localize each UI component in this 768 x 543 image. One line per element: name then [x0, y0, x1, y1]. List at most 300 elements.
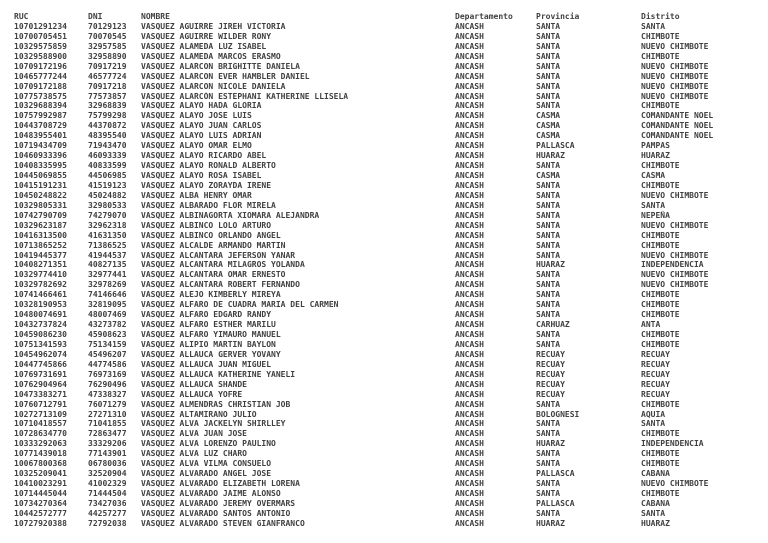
cell-distrito: NUEVO CHIMBOTE — [641, 61, 709, 71]
cell-provincia: SANTA — [536, 459, 561, 469]
table-row — [14, 280, 768, 290]
table-row — [14, 410, 768, 420]
cell-departamento: ANCASH — [455, 459, 484, 469]
cell-distrito: SANTA — [641, 21, 666, 31]
table-row — [14, 380, 768, 390]
cell-dni: 32980533 — [88, 200, 127, 210]
records-table — [14, 12, 768, 529]
cell-provincia: SANTA — [536, 419, 561, 429]
cell-ruc: 10741466461 — [14, 290, 67, 300]
cell-dni: 70129123 — [88, 21, 127, 31]
cell-dni: 77143901 — [88, 449, 127, 459]
cell-dni: 44370872 — [88, 121, 127, 131]
table-row — [14, 469, 768, 479]
cell-provincia: SANTA — [536, 190, 561, 200]
table-row — [14, 350, 768, 360]
table-row — [14, 52, 768, 62]
cell-dni: 41944537 — [88, 250, 127, 260]
cell-dni: 73427036 — [88, 498, 127, 508]
cell-dni: 32978269 — [88, 280, 127, 290]
cell-departamento: ANCASH — [455, 161, 484, 171]
cell-nombre: VASQUEZ ALCANTARA MILAGROS YOLANDA — [141, 260, 305, 270]
cell-provincia: SANTA — [536, 399, 561, 409]
cell-dni: 33329206 — [88, 439, 127, 449]
cell-distrito: RECUAY — [641, 359, 670, 369]
cell-ruc: 10443708729 — [14, 121, 67, 131]
cell-nombre: VASQUEZ ALLAUCA SHANDE — [141, 379, 247, 389]
cell-nombre: VASQUEZ ALFARO DE CUADRA MARIA DEL CARMEN — [141, 300, 339, 310]
cell-distrito: RECUAY — [641, 379, 670, 389]
table-row — [14, 519, 768, 529]
table-row — [14, 290, 768, 300]
cell-dni: 76973169 — [88, 369, 127, 379]
cell-provincia: SANTA — [536, 429, 561, 439]
cell-nombre: VASQUEZ ALCALDE ARMANDO MARTIN — [141, 240, 286, 250]
cell-ruc: 10416313500 — [14, 230, 67, 240]
table-row — [14, 131, 768, 141]
cell-distrito: CHIMBOTE — [641, 300, 680, 310]
cell-distrito: INDEPENDENCIA — [641, 260, 704, 270]
cell-departamento: ANCASH — [455, 310, 484, 320]
cell-dni: 06780036 — [88, 459, 127, 469]
cell-distrito: NUEVO CHIMBOTE — [641, 220, 709, 230]
cell-departamento: ANCASH — [455, 389, 484, 399]
cell-ruc: 10329688394 — [14, 101, 67, 111]
table-row — [14, 459, 768, 469]
cell-distrito: COMANDANTE NOEL — [641, 121, 714, 131]
cell-nombre: VASQUEZ ALLAUCA KATHERINE YANELI — [141, 369, 296, 379]
cell-provincia: CASMA — [536, 111, 561, 121]
cell-ruc: 10771439018 — [14, 449, 67, 459]
cell-nombre: VASQUEZ ALMENDRAS CHRISTIAN JOB — [141, 399, 291, 409]
cell-departamento: ANCASH — [455, 359, 484, 369]
cell-provincia: SANTA — [536, 330, 561, 339]
table-body — [14, 22, 768, 529]
cell-distrito: CHIMBOTE — [641, 429, 680, 439]
cell-ruc: 10742790709 — [14, 210, 67, 220]
cell-provincia: SANTA — [536, 280, 561, 290]
cell-nombre: VASQUEZ ALVARADO JEREMY OVERMARS — [141, 498, 296, 508]
cell-departamento: ANCASH — [455, 479, 484, 489]
cell-departamento: ANCASH — [455, 399, 484, 409]
cell-dni: 32520904 — [88, 469, 127, 479]
cell-distrito: PAMPAS — [641, 141, 670, 151]
cell-provincia: PALLASCA — [536, 498, 575, 508]
cell-distrito: ANTA — [641, 320, 661, 330]
cell-dni: 74279070 — [88, 210, 127, 220]
table-row — [14, 231, 768, 241]
cell-dni: 40833599 — [88, 161, 127, 171]
cell-ruc: 10701291234 — [14, 21, 67, 31]
column-header-ruc: RUC — [14, 12, 29, 21]
cell-ruc: 10713865252 — [14, 240, 67, 250]
cell-provincia: SANTA — [536, 41, 561, 51]
cell-departamento: ANCASH — [455, 91, 484, 101]
cell-distrito: CHIMBOTE — [641, 31, 680, 41]
cell-departamento: ANCASH — [455, 419, 484, 429]
cell-distrito: HUARAZ — [641, 518, 670, 528]
table-row — [14, 101, 768, 111]
cell-provincia: SANTA — [536, 51, 561, 61]
cell-nombre: VASQUEZ ALAYO RONALD ALBERTO — [141, 161, 276, 171]
table-row — [14, 121, 768, 131]
cell-distrito: NUEVO CHIMBOTE — [641, 270, 709, 280]
cell-ruc: 10415191231 — [14, 180, 67, 190]
cell-distrito: CHIMBOTE — [641, 101, 680, 111]
cell-departamento: ANCASH — [455, 121, 484, 131]
cell-nombre: VASQUEZ ALARCON EVER HAMBLER DANIEL — [141, 71, 310, 81]
cell-departamento: ANCASH — [455, 260, 484, 270]
cell-distrito: NEPEÑA — [641, 210, 670, 220]
cell-distrito: COMANDANTE NOEL — [641, 111, 714, 121]
cell-ruc: 10465777244 — [14, 71, 67, 81]
table-row — [14, 82, 768, 92]
cell-nombre: VASQUEZ ALVARADO JAIME ALONSO — [141, 489, 281, 498]
cell-distrito: RECUAY — [641, 389, 670, 399]
cell-ruc: 10760712791 — [14, 399, 67, 409]
cell-nombre: VASQUEZ ALVA VILMA CONSUELO — [141, 459, 272, 469]
cell-dni: 45024882 — [88, 190, 127, 200]
cell-ruc: 10442572777 — [14, 508, 67, 518]
cell-distrito: RECUAY — [641, 369, 670, 379]
cell-departamento: ANCASH — [455, 41, 484, 51]
table-row — [14, 499, 768, 509]
cell-nombre: VASQUEZ ALAYO ROSA ISABEL — [141, 171, 262, 180]
cell-departamento: ANCASH — [455, 180, 484, 190]
cell-distrito: CHIMBOTE — [641, 180, 680, 190]
cell-dni: 46093339 — [88, 151, 127, 161]
cell-ruc: 10410023291 — [14, 479, 67, 489]
table-row — [14, 181, 768, 191]
cell-departamento: ANCASH — [455, 429, 484, 439]
cell-dni: 70917219 — [88, 61, 127, 71]
cell-ruc: 10727920388 — [14, 518, 67, 528]
cell-ruc: 10480074691 — [14, 310, 67, 320]
cell-ruc: 10700705451 — [14, 31, 67, 41]
table-row — [14, 92, 768, 102]
cell-departamento: ANCASH — [455, 51, 484, 61]
cell-departamento: ANCASH — [455, 21, 484, 31]
cell-nombre: VASQUEZ ALAMEDA MARCOS ERASMO — [141, 51, 281, 61]
cell-nombre: VASQUEZ ALEJO KIMBERLY MIREYA — [141, 290, 281, 300]
cell-distrito: INDEPENDENCIA — [641, 439, 704, 449]
table-row — [14, 42, 768, 52]
cell-distrito: CHIMBOTE — [641, 489, 680, 498]
cell-ruc: 10719434709 — [14, 141, 67, 151]
cell-ruc: 10333292063 — [14, 439, 67, 449]
cell-departamento: ANCASH — [455, 270, 484, 280]
cell-ruc: 10419445377 — [14, 250, 67, 260]
table-row — [14, 479, 768, 489]
table-row — [14, 509, 768, 519]
cell-nombre: VASQUEZ ALARCÓN ESTEPHANI KATHERINE LLISELA — [141, 91, 349, 101]
column-header-distrito: Distrito — [641, 12, 680, 21]
cell-provincia: SANTA — [536, 210, 561, 220]
cell-distrito: COMANDANTE NOEL — [641, 131, 714, 141]
cell-ruc: 10329774410 — [14, 270, 67, 280]
cell-provincia: SANTA — [536, 310, 561, 320]
cell-distrito: CABANA — [641, 469, 670, 479]
cell-dni: 71386525 — [88, 240, 127, 250]
cell-dni: 48007469 — [88, 310, 127, 320]
cell-provincia: SANTA — [536, 81, 561, 91]
cell-nombre: VASQUEZ ALAYO ZORAYDA IRENE — [141, 180, 272, 190]
cell-nombre: VASQUEZ ALARCON NICOLE DANIELA — [141, 81, 286, 91]
cell-nombre: VASQUEZ ALLAUCA YOFRE — [141, 389, 243, 399]
cell-provincia: SANTA — [536, 508, 561, 518]
cell-distrito: CHIMBOTE — [641, 330, 680, 339]
cell-departamento: ANCASH — [455, 200, 484, 210]
table-row — [14, 211, 768, 221]
cell-ruc: 10460933396 — [14, 151, 67, 161]
cell-ruc: 10067800368 — [14, 459, 67, 469]
table-row — [14, 141, 768, 151]
cell-provincia: SANTA — [536, 230, 561, 240]
cell-nombre: VASQUEZ AGUIRRE WILDER RONY — [141, 31, 272, 41]
cell-nombre: VASQUEZ ALCANTARA JEFERSON YANAR — [141, 250, 296, 260]
column-header-departamento: Departamento — [455, 12, 513, 21]
cell-ruc: 10445069855 — [14, 171, 67, 180]
cell-dni: 40827135 — [88, 260, 127, 270]
cell-ruc: 10329805331 — [14, 200, 67, 210]
cell-dni: 72863477 — [88, 429, 127, 439]
cell-departamento: ANCASH — [455, 81, 484, 91]
cell-provincia: SANTA — [536, 449, 561, 459]
cell-dni: 44257277 — [88, 508, 127, 518]
cell-distrito: RECUAY — [641, 349, 670, 359]
cell-provincia: SANTA — [536, 290, 561, 300]
cell-distrito: CHIMBOTE — [641, 339, 680, 349]
cell-nombre: VASQUEZ ALIPIO MARTIN BAYLON — [141, 339, 276, 349]
cell-provincia: SANTA — [536, 479, 561, 489]
cell-ruc: 10714445044 — [14, 489, 67, 498]
cell-dni: 45496207 — [88, 349, 127, 359]
cell-departamento: ANCASH — [455, 508, 484, 518]
cell-distrito: CHIMBOTE — [641, 51, 680, 61]
cell-departamento: ANCASH — [455, 101, 484, 111]
cell-provincia: HUARAZ — [536, 439, 565, 449]
cell-distrito: CHIMBOTE — [641, 310, 680, 320]
cell-distrito: NUEVO CHIMBOTE — [641, 190, 709, 200]
cell-nombre: VASQUEZ ALVARADO SANTOS ANTONIO — [141, 508, 291, 518]
cell-provincia: RECUAY — [536, 369, 565, 379]
cell-departamento: ANCASH — [455, 379, 484, 389]
table-row — [14, 300, 768, 310]
column-header-provincia: Provincia — [536, 12, 580, 21]
cell-departamento: ANCASH — [455, 489, 484, 498]
table-row — [14, 419, 768, 429]
cell-distrito: CHIMBOTE — [641, 449, 680, 459]
cell-dni: 32819095 — [88, 300, 127, 310]
cell-departamento: ANCASH — [455, 290, 484, 300]
cell-ruc: 10751341593 — [14, 339, 67, 349]
table-row — [14, 260, 768, 270]
table-row — [14, 330, 768, 340]
table-row — [14, 241, 768, 251]
cell-nombre: VASQUEZ ALAYO OMAR ELMO — [141, 141, 252, 151]
cell-ruc: 10762904964 — [14, 379, 67, 389]
cell-dni: 41002329 — [88, 479, 127, 489]
cell-distrito: CASMA — [641, 171, 666, 180]
table-row — [14, 390, 768, 400]
cell-nombre: VASQUEZ ALVA JACKELYN SHIRLLEY — [141, 419, 286, 429]
cell-provincia: CASMA — [536, 121, 561, 131]
cell-ruc: 10483955401 — [14, 131, 67, 141]
cell-dni: 71943470 — [88, 141, 127, 151]
cell-nombre: VASQUEZ ALFARO EDGARD RANDY — [141, 310, 272, 320]
cell-distrito: SANTA — [641, 419, 666, 429]
cell-nombre: VASQUEZ ALBARADO FLOR MIRELA — [141, 200, 276, 210]
cell-nombre: VASQUEZ ALAYO JUAN CARLOS — [141, 121, 262, 131]
cell-dni: 44506985 — [88, 171, 127, 180]
cell-ruc: 10325209041 — [14, 469, 67, 479]
cell-distrito: CHIMBOTE — [641, 290, 680, 300]
cell-nombre: VASQUEZ ALFARO YIMAURO MANUEL — [141, 330, 281, 339]
cell-departamento: ANCASH — [455, 141, 484, 151]
cell-dni: 32958890 — [88, 51, 127, 61]
cell-ruc: 10329588900 — [14, 51, 67, 61]
cell-provincia: SANTA — [536, 339, 561, 349]
table-row — [14, 251, 768, 261]
cell-dni: 70070545 — [88, 31, 127, 41]
cell-distrito: NUEVO CHIMBOTE — [641, 41, 709, 51]
table-row — [14, 151, 768, 161]
cell-departamento: ANCASH — [455, 339, 484, 349]
cell-departamento: ANCASH — [455, 171, 484, 180]
table-header-row — [14, 12, 768, 22]
cell-departamento: ANCASH — [455, 369, 484, 379]
cell-distrito: CHIMBOTE — [641, 240, 680, 250]
cell-dni: 71444504 — [88, 489, 127, 498]
table-row — [14, 62, 768, 72]
cell-dni: 32968839 — [88, 101, 127, 111]
cell-dni: 72792038 — [88, 518, 127, 528]
cell-nombre: VASQUEZ ALARCON BRIGHITTE DANIELA — [141, 61, 300, 71]
cell-distrito: CABANA — [641, 498, 670, 508]
cell-dni: 48395540 — [88, 131, 127, 141]
cell-provincia: BOLOGNESI — [536, 409, 580, 419]
cell-dni: 44774586 — [88, 359, 127, 369]
cell-ruc: 10454962074 — [14, 349, 67, 359]
cell-ruc: 10709172188 — [14, 81, 67, 91]
cell-provincia: SANTA — [536, 161, 561, 171]
cell-distrito: NUEVO CHIMBOTE — [641, 479, 709, 489]
table-row — [14, 32, 768, 42]
table-row — [14, 400, 768, 410]
cell-nombre: VASQUEZ ALVA JUAN JOSE — [141, 429, 247, 439]
cell-departamento: ANCASH — [455, 61, 484, 71]
cell-nombre: VASQUEZ ALLAUCA GERVER YOVANY — [141, 349, 281, 359]
cell-departamento: ANCASH — [455, 439, 484, 449]
cell-provincia: HUARAZ — [536, 260, 565, 270]
cell-distrito: SANTA — [641, 508, 666, 518]
cell-distrito: HUARAZ — [641, 151, 670, 161]
cell-dni: 32977441 — [88, 270, 127, 280]
cell-dni: 75134159 — [88, 339, 127, 349]
cell-ruc: 10775738575 — [14, 91, 67, 101]
cell-ruc: 10272713109 — [14, 409, 67, 419]
cell-nombre: VASQUEZ ALCANTARA OMAR ERNESTO — [141, 270, 286, 280]
cell-provincia: HUARAZ — [536, 518, 565, 528]
cell-ruc: 10329782692 — [14, 280, 67, 290]
cell-provincia: SANTA — [536, 21, 561, 31]
cell-provincia: CASMA — [536, 131, 561, 141]
cell-dni: 74146646 — [88, 290, 127, 300]
table-row — [14, 221, 768, 231]
cell-provincia: SANTA — [536, 71, 561, 81]
cell-nombre: VASQUEZ ALBINCO ORLANDO ANGEL — [141, 230, 281, 240]
cell-departamento: ANCASH — [455, 498, 484, 508]
cell-provincia: CASMA — [536, 171, 561, 180]
cell-provincia: RECUAY — [536, 349, 565, 359]
table-row — [14, 191, 768, 201]
cell-nombre: VASQUEZ ALAYO RICARDO ABEL — [141, 151, 267, 161]
cell-provincia: SANTA — [536, 240, 561, 250]
cell-nombre: VASQUEZ ALBINAGORTA XIOMARA ALEJANDRA — [141, 210, 320, 220]
table-row — [14, 310, 768, 320]
cell-provincia: SANTA — [536, 300, 561, 310]
cell-departamento: ANCASH — [455, 409, 484, 419]
cell-provincia: SANTA — [536, 200, 561, 210]
cell-nombre: VASQUEZ ALVA LUZ CHARO — [141, 449, 247, 459]
cell-nombre: VASQUEZ ALVARADO STEVEN GIANFRANCO — [141, 518, 305, 528]
cell-ruc: 10728634770 — [14, 429, 67, 439]
cell-departamento: ANCASH — [455, 131, 484, 141]
cell-distrito: AQUIA — [641, 409, 666, 419]
cell-ruc: 10459086230 — [14, 330, 67, 339]
cell-distrito: SANTA — [641, 200, 666, 210]
cell-departamento: ANCASH — [455, 240, 484, 250]
column-header-nombre: NOMBRE — [141, 12, 170, 21]
cell-nombre: VASQUEZ ALAYO HADA GLORIA — [141, 101, 262, 111]
cell-departamento: ANCASH — [455, 71, 484, 81]
cell-departamento: ANCASH — [455, 349, 484, 359]
cell-nombre: VASQUEZ ALCANTARA ROBERT FERNANDO — [141, 280, 300, 290]
cell-departamento: ANCASH — [455, 220, 484, 230]
cell-provincia: SANTA — [536, 91, 561, 101]
cell-dni: 76290496 — [88, 379, 127, 389]
cell-distrito: NUEVO CHIMBOTE — [641, 91, 709, 101]
cell-nombre: VASQUEZ ALBINCO LOLO ARTURO — [141, 220, 272, 230]
column-header-dni: DNI — [88, 12, 103, 21]
cell-departamento: ANCASH — [455, 300, 484, 310]
cell-provincia: SANTA — [536, 270, 561, 280]
cell-departamento: ANCASH — [455, 250, 484, 260]
table-row — [14, 320, 768, 330]
cell-dni: 76071279 — [88, 399, 127, 409]
cell-nombre: VASQUEZ ALAMEDA LUZ ISABEL — [141, 41, 267, 51]
cell-dni: 43273782 — [88, 320, 127, 330]
cell-departamento: ANCASH — [455, 469, 484, 479]
cell-provincia: RECUAY — [536, 359, 565, 369]
cell-departamento: ANCASH — [455, 190, 484, 200]
cell-departamento: ANCASH — [455, 111, 484, 121]
cell-provincia: SANTA — [536, 61, 561, 71]
table-row — [14, 171, 768, 181]
table-row — [14, 270, 768, 280]
cell-provincia: SANTA — [536, 31, 561, 41]
cell-ruc: 10769731691 — [14, 369, 67, 379]
cell-dni: 77573857 — [88, 91, 127, 101]
cell-departamento: ANCASH — [455, 330, 484, 339]
cell-provincia: HUARAZ — [536, 151, 565, 161]
cell-departamento: ANCASH — [455, 518, 484, 528]
cell-dni: 32957585 — [88, 41, 127, 51]
cell-nombre: VASQUEZ ALVA LORENZO PAULINO — [141, 439, 276, 449]
cell-ruc: 10473383271 — [14, 389, 67, 399]
cell-ruc: 10447745866 — [14, 359, 67, 369]
cell-provincia: SANTA — [536, 489, 561, 498]
